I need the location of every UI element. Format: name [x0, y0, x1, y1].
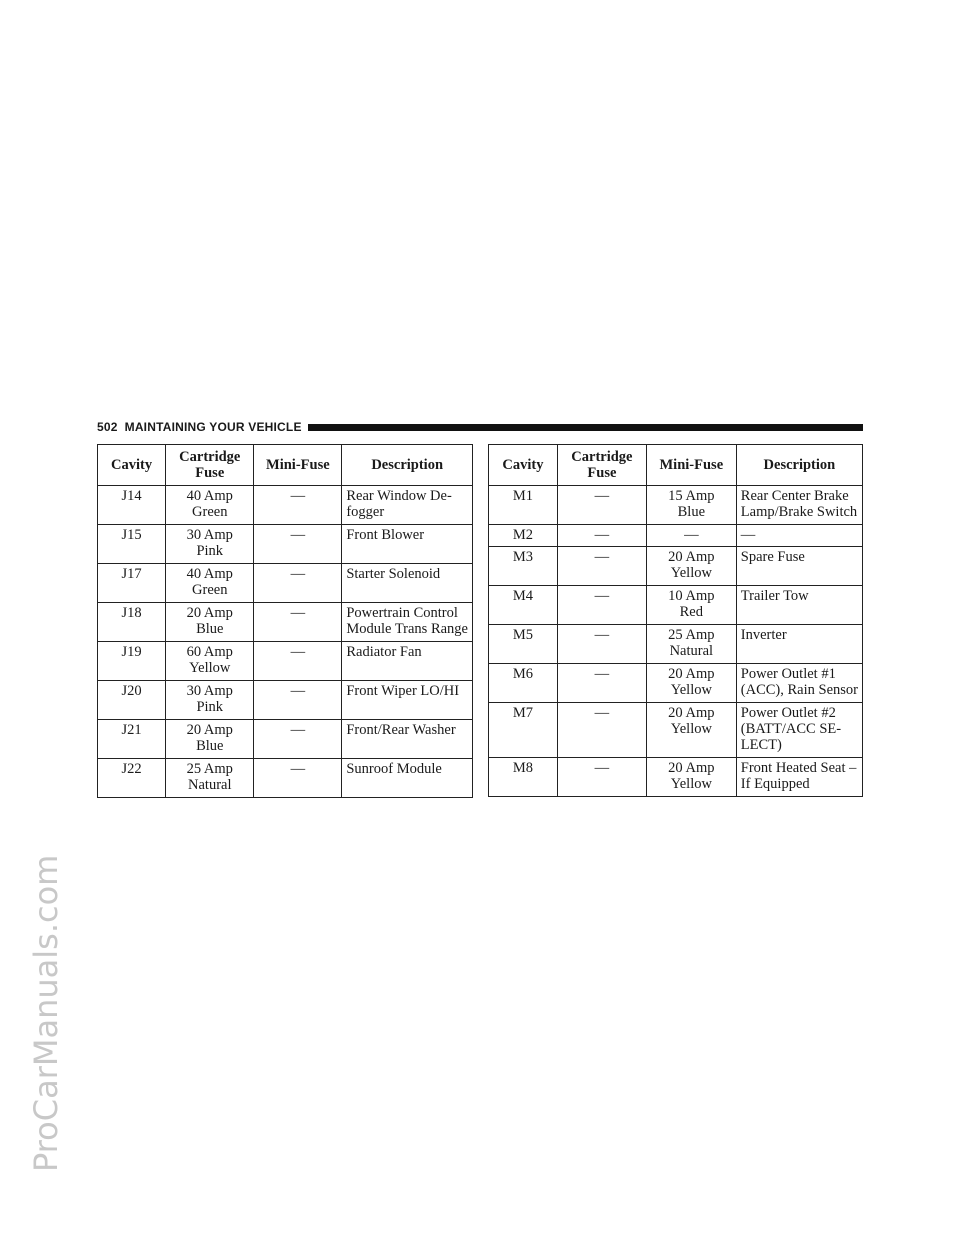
cavity-cell: M5	[489, 625, 558, 664]
header-fuse-line: Fuse	[587, 465, 617, 481]
header-fuse-line: Fuse	[195, 465, 225, 481]
fuse-table-left	[97, 444, 473, 798]
mini-fuse-cell	[646, 664, 736, 703]
header-cartridge-line: Cartridge	[179, 449, 241, 465]
cartridge-fuse-cell-line: 30 Amp	[186, 683, 233, 699]
mini-fuse-cell	[646, 703, 736, 758]
section-title: MAINTAINING YOUR VEHICLE	[124, 420, 302, 434]
description-cell	[736, 703, 862, 758]
page-number: 502	[97, 420, 118, 434]
cavity-cell: J15	[98, 525, 166, 564]
mini-fuse-cell-line: 10 Amp	[668, 588, 715, 604]
header-mini-fuse: Mini-Fuse	[646, 445, 736, 486]
table-row	[489, 547, 863, 586]
description-cell-line: Starter Solenoid	[346, 566, 441, 582]
description-cell	[342, 603, 473, 642]
cartridge-fuse-cell-line: Pink	[196, 543, 224, 559]
description-cell	[342, 681, 473, 720]
cavity-cell: J18	[98, 603, 166, 642]
mini-fuse-cell: —	[254, 525, 342, 564]
mini-fuse-cell: —	[254, 603, 342, 642]
cartridge-fuse-cell	[166, 525, 254, 564]
header-rule	[308, 424, 863, 431]
cartridge-fuse-cell	[166, 720, 254, 759]
table-row	[98, 486, 473, 525]
header-description: Description	[736, 445, 862, 486]
mini-fuse-cell-line: 15 Amp	[668, 488, 715, 504]
mini-fuse-cell-line: Yellow	[670, 565, 712, 581]
description-cell-line: Radiator Fan	[346, 644, 422, 660]
cartridge-fuse-cell	[557, 625, 646, 664]
description-cell	[736, 547, 862, 586]
table-row	[489, 486, 863, 525]
description-cell	[342, 564, 473, 603]
table-row	[98, 603, 473, 642]
cartridge-fuse-cell-line: —	[594, 488, 610, 504]
mini-fuse-cell	[646, 525, 736, 547]
cavity-cell: J14	[98, 486, 166, 525]
table-row	[98, 759, 473, 798]
cartridge-fuse-cell	[557, 547, 646, 586]
mini-fuse-cell: —	[254, 681, 342, 720]
description-cell-line: If Equipped	[740, 776, 810, 792]
description-cell	[342, 486, 473, 525]
description-cell-line: (BATT/ACC SE-	[740, 721, 842, 737]
cartridge-fuse-cell	[166, 759, 254, 798]
header-mini-fuse: Mini-Fuse	[254, 445, 342, 486]
cavity-cell: M2	[489, 525, 558, 547]
mini-fuse-cell	[646, 625, 736, 664]
table-row	[489, 758, 863, 797]
table-row	[489, 703, 863, 758]
cartridge-fuse-cell-line: 40 Amp	[186, 566, 233, 582]
cartridge-fuse-cell	[557, 586, 646, 625]
table-row	[489, 586, 863, 625]
mini-fuse-cell-line: 20 Amp	[668, 705, 715, 721]
description-cell-line: Front/Rear Washer	[346, 722, 456, 738]
cavity-cell: M1	[489, 486, 558, 525]
description-cell-line: Rear Center Brake	[740, 488, 849, 504]
cartridge-fuse-cell	[166, 486, 254, 525]
mini-fuse-cell	[646, 586, 736, 625]
table-row	[489, 525, 863, 547]
cavity-cell: M7	[489, 703, 558, 758]
header-cartridge-fuse	[166, 445, 254, 486]
description-cell	[736, 525, 862, 547]
cartridge-fuse-cell-line: Green	[192, 504, 228, 520]
table-row	[98, 642, 473, 681]
mini-fuse-cell-line: 20 Amp	[668, 760, 715, 776]
cartridge-fuse-cell-line: 25 Amp	[186, 761, 233, 777]
cavity-cell: J19	[98, 642, 166, 681]
mini-fuse-cell-line: Yellow	[670, 776, 712, 792]
watermark: ProCarManuals.com	[27, 854, 65, 1172]
cavity-cell: J17	[98, 564, 166, 603]
cartridge-fuse-cell-line: —	[594, 588, 610, 604]
mini-fuse-cell-line: Natural	[669, 643, 714, 659]
cartridge-fuse-cell-line: 60 Amp	[186, 644, 233, 660]
mini-fuse-cell-line: 20 Amp	[668, 666, 715, 682]
description-cell-line: Rear Window De-	[346, 488, 452, 504]
mini-fuse-cell	[646, 547, 736, 586]
description-cell-line: Front Heated Seat –	[740, 760, 857, 776]
cartridge-fuse-cell	[166, 603, 254, 642]
mini-fuse-cell	[646, 758, 736, 797]
cartridge-fuse-cell	[557, 758, 646, 797]
header-cavity: Cavity	[98, 445, 166, 486]
cartridge-fuse-cell-line: 30 Amp	[186, 527, 233, 543]
mini-fuse-cell: —	[254, 486, 342, 525]
cartridge-fuse-cell-line: —	[594, 527, 610, 543]
page-header	[97, 419, 863, 435]
description-cell	[736, 758, 862, 797]
description-cell	[342, 759, 473, 798]
cartridge-fuse-cell	[557, 486, 646, 525]
cartridge-fuse-cell	[166, 564, 254, 603]
description-cell	[342, 720, 473, 759]
description-cell	[736, 664, 862, 703]
description-cell-line: Front Blower	[346, 527, 425, 543]
cartridge-fuse-cell-line: Green	[192, 582, 228, 598]
description-cell	[342, 525, 473, 564]
description-cell	[736, 486, 862, 525]
mini-fuse-cell-line: 25 Amp	[668, 627, 715, 643]
description-cell-line: Inverter	[740, 627, 787, 643]
description-cell	[342, 642, 473, 681]
cavity-cell: M6	[489, 664, 558, 703]
cartridge-fuse-cell-line: —	[594, 760, 610, 776]
cartridge-fuse-cell-line: Blue	[196, 621, 224, 637]
table-row	[489, 664, 863, 703]
cartridge-fuse-cell-line: 40 Amp	[186, 488, 233, 504]
cartridge-fuse-cell	[557, 703, 646, 758]
cartridge-fuse-cell-line: —	[594, 549, 610, 565]
description-cell-line: Lamp/Brake Switch	[740, 504, 858, 520]
description-cell-line: LECT)	[740, 737, 782, 753]
description-cell	[736, 625, 862, 664]
cavity-cell: J20	[98, 681, 166, 720]
description-cell-line: fogger	[346, 504, 385, 520]
table-row	[98, 564, 473, 603]
cartridge-fuse-cell	[557, 525, 646, 547]
mini-fuse-cell-line: Yellow	[670, 682, 712, 698]
cartridge-fuse-cell-line: 20 Amp	[186, 722, 233, 738]
mini-fuse-cell-line: —	[684, 527, 699, 543]
table-header-row	[98, 445, 473, 486]
header-cavity: Cavity	[489, 445, 558, 486]
cartridge-fuse-cell-line: —	[594, 627, 610, 643]
cartridge-fuse-cell-line: Yellow	[189, 660, 231, 676]
description-cell-line: Power Outlet #2	[740, 705, 836, 721]
header-cartridge-line: Cartridge	[571, 449, 633, 465]
cartridge-fuse-cell	[557, 664, 646, 703]
table-row	[489, 625, 863, 664]
header-cartridge-fuse	[557, 445, 646, 486]
table-row	[98, 720, 473, 759]
description-cell-line: Sunroof Module	[346, 761, 442, 777]
cavity-cell: M3	[489, 547, 558, 586]
description-cell-line: (ACC), Rain Sensor	[740, 682, 858, 698]
mini-fuse-cell-line: Yellow	[670, 721, 712, 737]
cartridge-fuse-cell-line: —	[594, 705, 610, 721]
cartridge-fuse-cell-line: —	[594, 666, 610, 682]
cavity-cell: M4	[489, 586, 558, 625]
description-cell-line: Powertrain Control	[346, 605, 458, 621]
description-cell-line: Power Outlet #1	[740, 666, 836, 682]
description-cell-line: Trailer Tow	[740, 588, 809, 604]
description-cell-line: Module Trans Range	[346, 621, 468, 637]
description-cell-line: —	[740, 527, 756, 543]
mini-fuse-cell-line: Blue	[677, 504, 706, 520]
mini-fuse-cell-line: 20 Amp	[668, 549, 715, 565]
cavity-cell: J21	[98, 720, 166, 759]
description-cell-line: Spare Fuse	[740, 549, 805, 565]
cartridge-fuse-cell-line: Natural	[188, 777, 232, 793]
mini-fuse-cell: —	[254, 759, 342, 798]
cavity-cell: J22	[98, 759, 166, 798]
table-row	[98, 525, 473, 564]
mini-fuse-cell: —	[254, 564, 342, 603]
table-header-row	[489, 445, 863, 486]
mini-fuse-cell	[646, 486, 736, 525]
cartridge-fuse-cell-line: Pink	[196, 699, 224, 715]
cartridge-fuse-cell	[166, 642, 254, 681]
cavity-cell: M8	[489, 758, 558, 797]
mini-fuse-cell: —	[254, 720, 342, 759]
description-cell	[736, 586, 862, 625]
cartridge-fuse-cell	[166, 681, 254, 720]
mini-fuse-cell: —	[254, 642, 342, 681]
header-description: Description	[342, 445, 473, 486]
table-row	[98, 681, 473, 720]
fuse-table-right	[488, 444, 863, 797]
cartridge-fuse-cell-line: Blue	[196, 738, 224, 754]
cartridge-fuse-cell-line: 20 Amp	[186, 605, 233, 621]
description-cell-line: Front Wiper LO/HI	[346, 683, 460, 699]
mini-fuse-cell-line: Red	[679, 604, 703, 620]
